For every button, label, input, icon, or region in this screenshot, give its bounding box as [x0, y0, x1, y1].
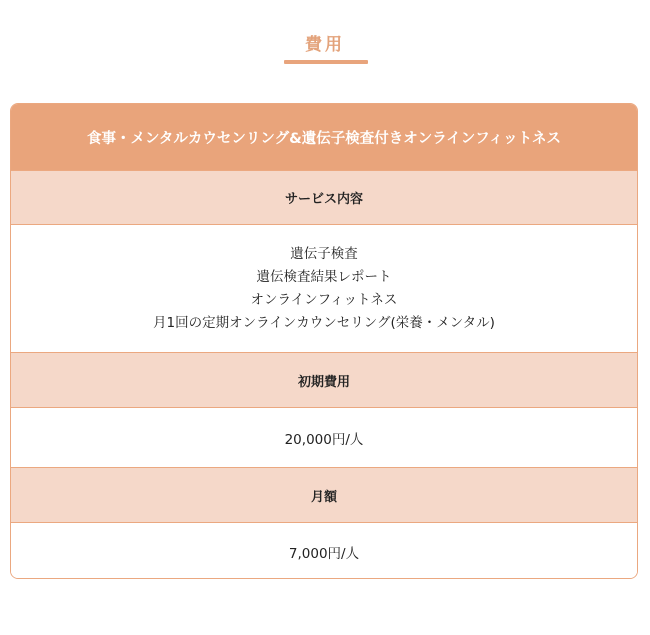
- monthly-fee-value-row: [11, 523, 637, 579]
- service-label-row: [11, 171, 637, 225]
- heading-underline: [284, 60, 368, 64]
- service-item: 月1回の定期オンラインカウンセリング(栄養・メンタル): [153, 314, 495, 331]
- service-item: 遺伝子検査: [290, 245, 358, 262]
- monthly-fee-value: 7,000円/人: [288, 545, 360, 562]
- initial-fee-value: 20,000円/人: [284, 431, 364, 448]
- initial-fee-value-row: [11, 408, 637, 468]
- section-heading: 費用: [305, 35, 345, 55]
- service-item: オンラインフィットネス: [250, 291, 398, 308]
- service-items-row: [11, 225, 637, 353]
- monthly-fee-label: 月額: [310, 489, 337, 505]
- initial-fee-label-row: [11, 353, 637, 408]
- service-item: 遺伝検査結果レポート: [256, 268, 392, 285]
- plan-title-row: [11, 104, 637, 171]
- service-label: サービス内容: [284, 192, 363, 207]
- monthly-fee-label-row: [11, 468, 637, 523]
- initial-fee-label: 初期費用: [297, 374, 350, 390]
- price-table: [10, 103, 638, 579]
- plan-title: 食事・メンタルカウセンリング&遺伝子検査付きオンラインフィットネス: [86, 130, 562, 147]
